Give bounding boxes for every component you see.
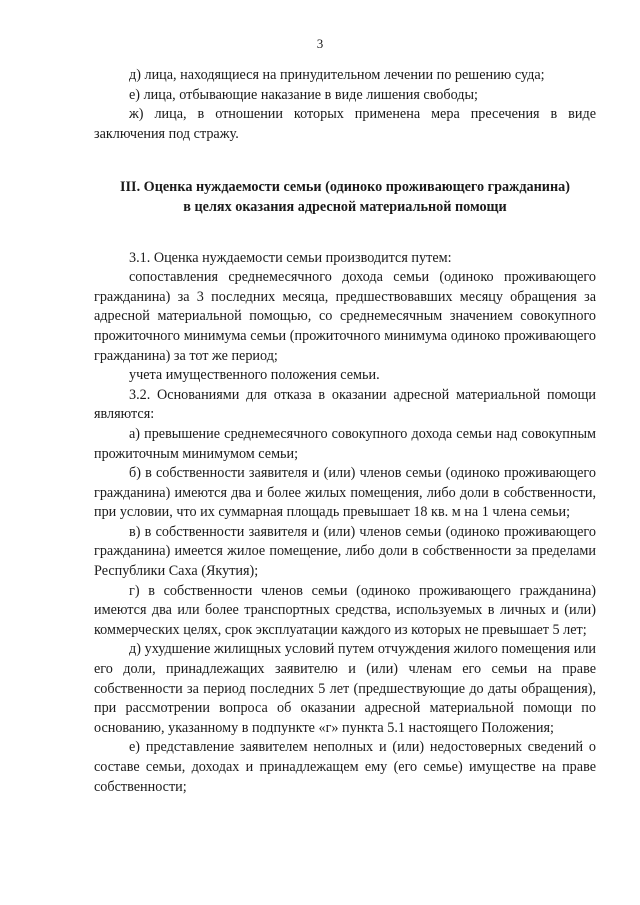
clause-3-2: 3.2. Основаниями для отказа в оказании адресной материальной помощи являются: [94,386,596,423]
section-heading-line-1: III. Оценка нуждаемости семьи (одиноко проживающего гражданина) [120,179,570,196]
section-heading [94,178,596,217]
clause-3-2-e: е) представление заявителем неполных и (или) недостоверных сведений о составе семьи, доходах и принадлежащем ему (его семье) имуществе на праве собственности; [94,739,596,795]
clause-3-2-d: д) ухудшение жилищных условий путем отчуждения жилого помещения или его доли, принадлежащих заявителю и (или) членам его семьи на праве собственности за период последних 5 лет (предшествующие до даты обращения), при рассмотрении вопроса об оказании адресной материальной помощи по основанию, указанному в подпункте «г» пункта 5.1 настоящего Положения; [94,641,596,736]
clause-3-1-property-status: учета имущественного положения семьи. [129,367,380,384]
page-number: 3 [316,36,324,51]
section-heading-line-2: в целях оказания адресной материальной помощи [183,198,507,215]
clause-3-1-income-comparison: сопоставления среднемесячного дохода семьи (одиноко проживающего гражданина) за 3 последних месяца, предшествовавших месяцу обращения за адресной материальной помощью, со среднемесячным значением совокупного прожиточного минимума семьи (прожиточного минимума одиноко проживающего гражданина) за тот же период; [94,269,596,364]
clause-3-1: 3.1. Оценка нуждаемости семьи производится путем: [129,249,452,266]
list-item-e: е) лица, отбывающие наказание в виде лишения свободы; [129,86,478,103]
clause-3-2-a: а) превышение среднемесячного совокупного дохода семьи над совокупным прожиточным минимумом семьи; [94,425,596,462]
document-body [94,66,596,797]
clause-3-2-v: в) в собственности заявителя и (или) членов семьи (одиноко проживающего гражданина) имеется жилое помещение, либо доли в собственности за пределами Республики Саха (Якутия); [94,523,596,580]
clause-3-2-g: г) в собственности членов семьи (одиноко проживающего гражданина) имеются два или более транспортных средства, используемых в личных и (или) коммерческих целях, срок эксплуатации каждого из которых не превышает 5 лет; [94,582,596,638]
list-item-zh: ж) лица, в отношении которых применена мера пресечения в виде заключения под стражу. [94,106,596,142]
list-item-d: д) лица, находящиеся на принудительном лечении по решению суда; [129,67,545,83]
clause-3-2-b: б) в собственности заявителя и (или) членов семьи (одиноко проживающего гражданина) имеются два и более жилых помещения, либо доли в собственности, при условии, что их суммарная площадь превышает 18 кв. м на 1 члена семьи; [94,465,596,521]
